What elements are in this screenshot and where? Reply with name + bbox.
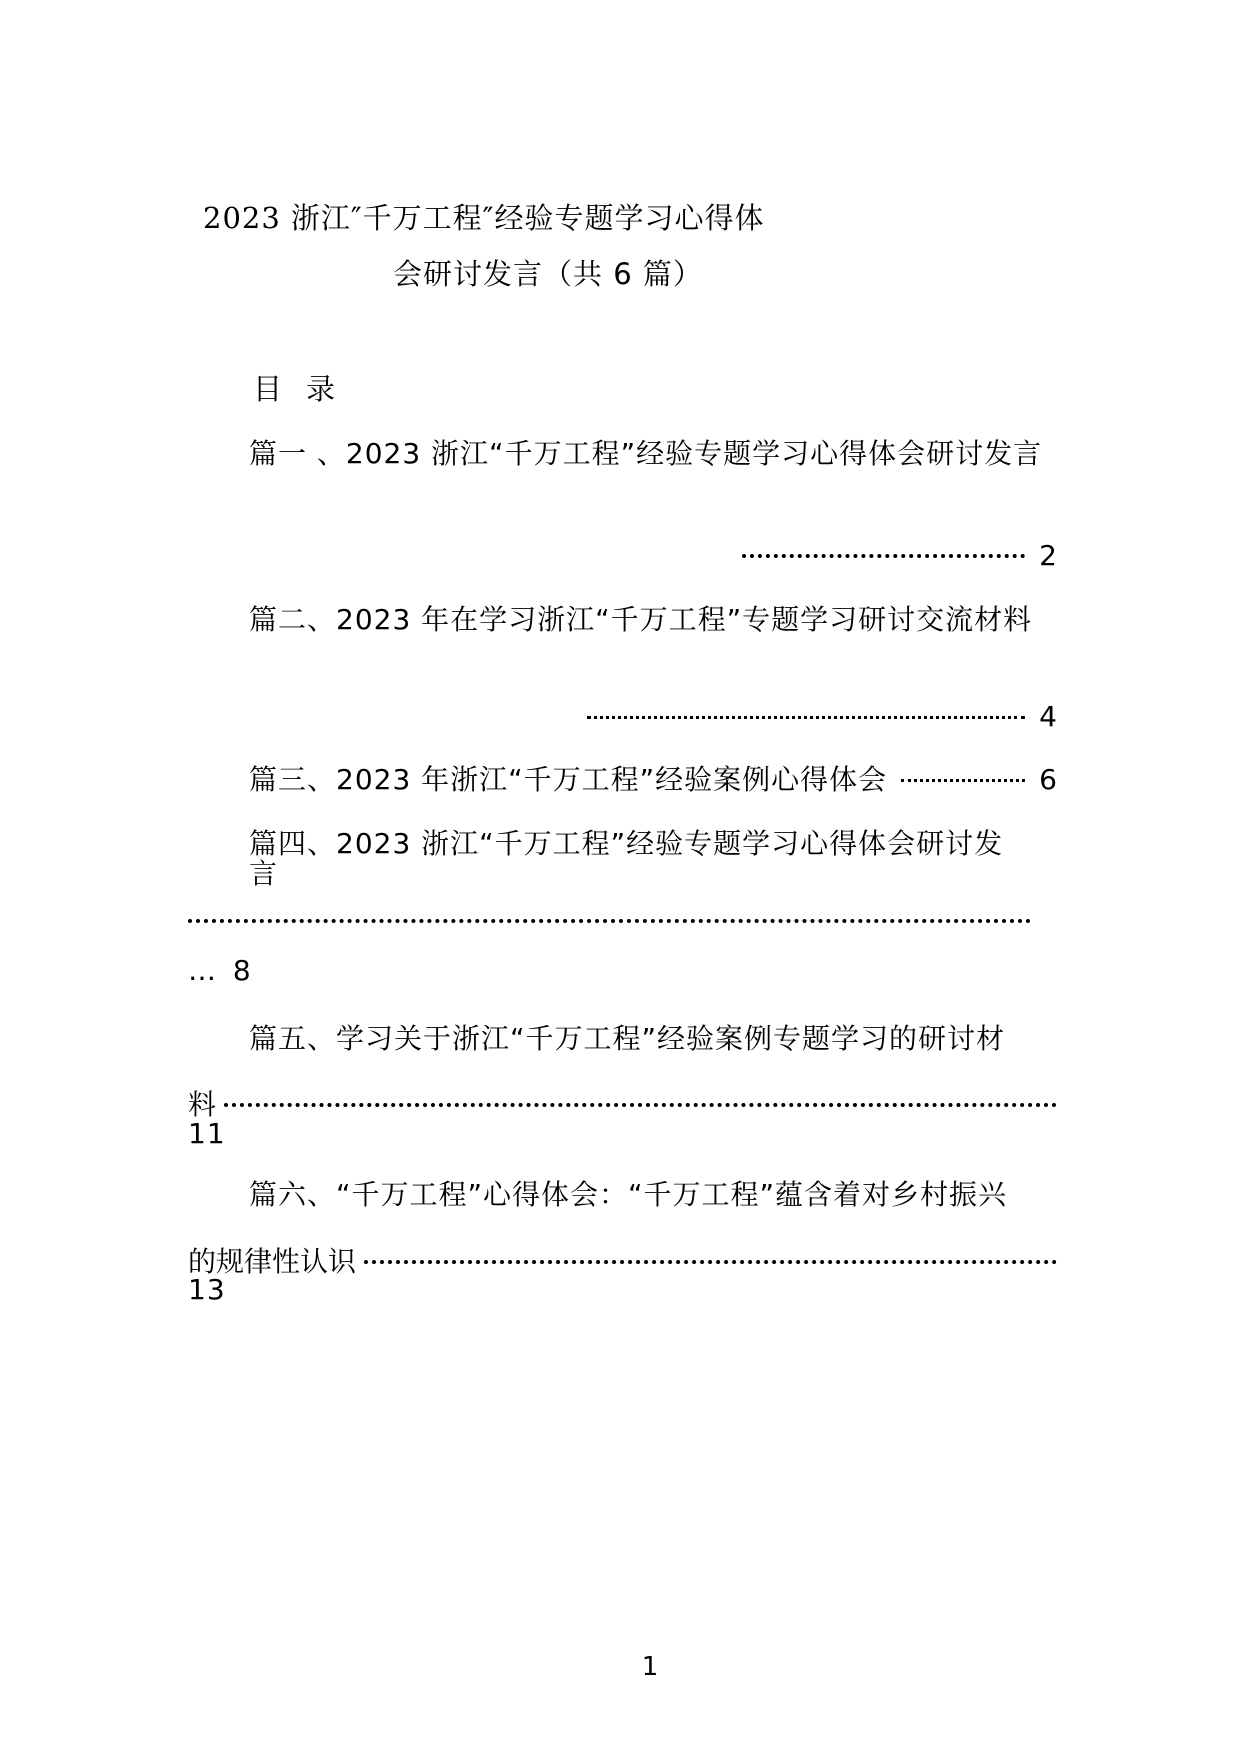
toc-entry-6-label-cont[interactable]: 的规律性认识 (188, 1245, 357, 1278)
title-year: 2023 (203, 201, 281, 235)
dot-leader (224, 1099, 1057, 1114)
toc-entry-6-page[interactable]: 13 (188, 1273, 226, 1306)
toc-entry-4-leader (188, 915, 1031, 930)
dot-leader (742, 550, 1025, 565)
toc-entry-2-leader (587, 700, 1057, 733)
toc-entry-2-page[interactable]: 4 (1039, 700, 1057, 733)
title-text-line2: 会研讨发言（共 6 篇） (393, 257, 703, 291)
toc-entry-5-label-cont[interactable]: 料 (188, 1088, 217, 1121)
toc-entry-3-page: 6 (1039, 763, 1057, 796)
toc-entry-4-label[interactable]: 篇四、2023 浙江“千万工程”经验专题学习心得体会研讨发 (249, 827, 1004, 860)
toc-entry-5-leader (188, 1083, 1057, 1123)
toc-entry-6-leader (188, 1240, 1057, 1280)
document-title-line2 (393, 252, 703, 293)
document-title-line1 (203, 196, 764, 237)
toc-entry-4-page: 8 (232, 954, 252, 987)
toc-entry-2-label[interactable]: 篇二、2023 年在学习浙江“千万工程”专题学习研讨交流材料 (249, 603, 1033, 636)
toc-entry-3[interactable] (249, 758, 1057, 798)
toc-entry-4-ellipsis: … (188, 954, 217, 987)
toc-entry-4-label-cont[interactable]: 言 (249, 857, 279, 890)
toc-entry-3-label: 篇三、2023 年浙江“千万工程”经验案例心得体会 (249, 763, 888, 796)
toc-entry-5-page[interactable]: 11 (188, 1117, 226, 1150)
toc-entry-1-leader (742, 539, 1057, 572)
toc-entry-5-label[interactable]: 篇五、学习关于浙江“千万工程”经验案例专题学习的研讨材 (249, 1022, 1006, 1055)
dot-leader (587, 712, 1025, 726)
toc-entry-1-page[interactable]: 2 (1039, 539, 1057, 572)
toc-entry-6-label[interactable]: 篇六、“千万工程”心得体会：“千万工程”蕴含着对乡村振兴 (249, 1178, 1008, 1211)
dot-leader (901, 775, 1025, 789)
toc-entry-4-tail[interactable] (188, 954, 252, 987)
page-number: 1 (641, 1652, 659, 1682)
dot-leader (188, 915, 1031, 930)
toc-heading: 目录 (253, 372, 360, 406)
toc-entry-1-label[interactable]: 篇一 、2023 浙江“千万工程”经验专题学习心得体会研讨发言 (249, 437, 1043, 470)
dot-leader (364, 1256, 1057, 1271)
title-text-line1: 浙江″千万工程″经验专题学习心得体 (290, 201, 765, 235)
